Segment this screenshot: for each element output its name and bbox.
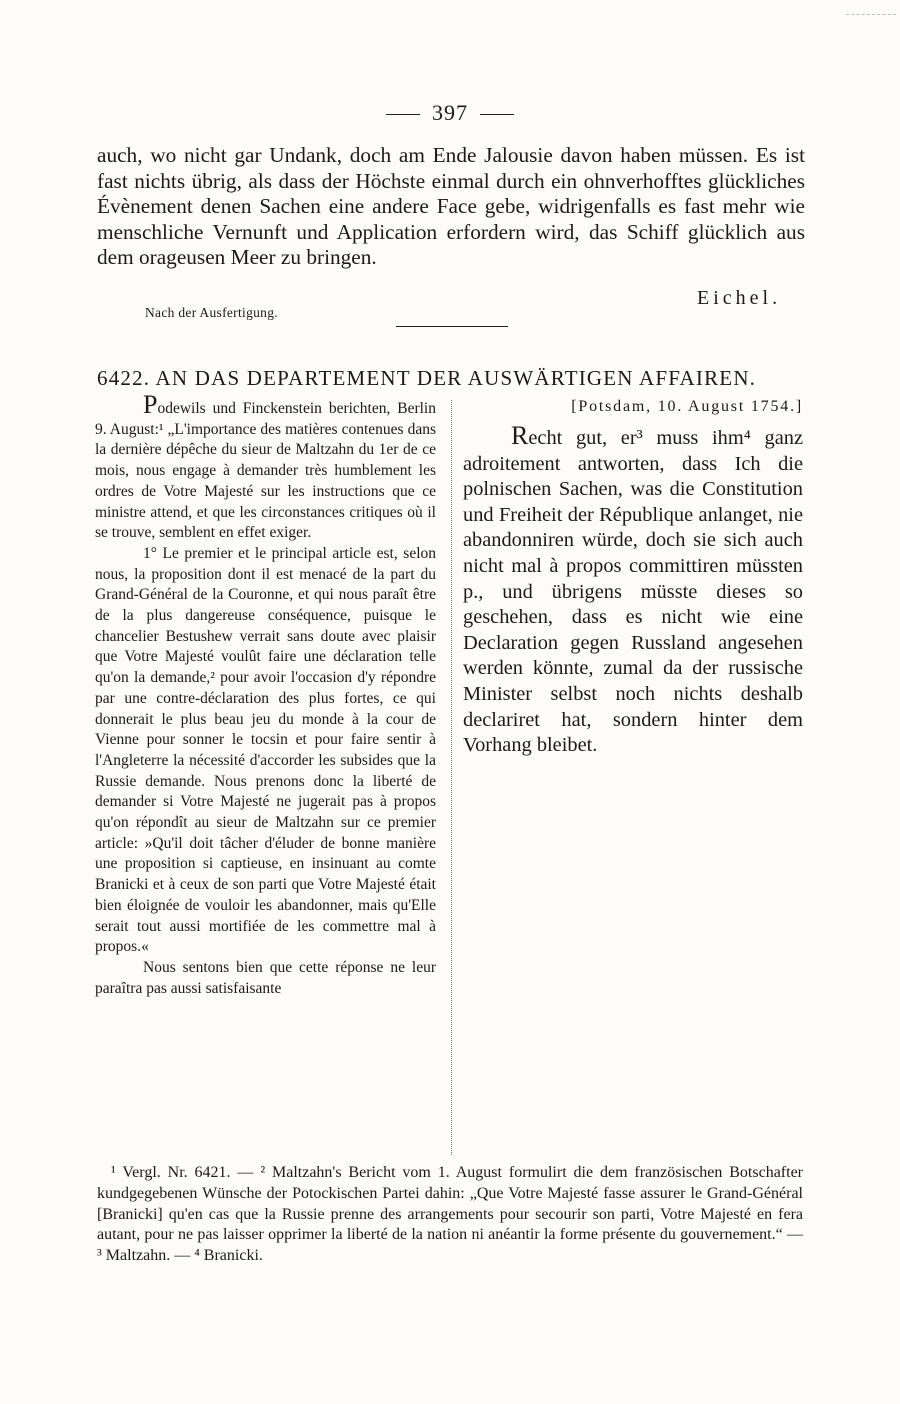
dropcap-right: R: [511, 421, 529, 450]
continued-letter-text: [97, 143, 805, 271]
dropcap-left: P: [143, 390, 158, 419]
corner-mark: [846, 14, 896, 15]
page-number: 397: [432, 100, 468, 125]
left-paragraph-3: Nous sentons bien que cette réponse ne leur paraîtra pas aussi satisfaisante: [95, 958, 436, 997]
column-divider: [451, 400, 452, 1155]
dash-left: [386, 114, 420, 115]
dash-right: [480, 114, 514, 115]
left-paragraph-1-text: odewils und Finckenstein berichten, Berlin 9. August:¹ „L'importance des matières contenues dans la dernière dépêche du sieur de Maltzahn du 1er de ce mois, nous engage à demander très humblement les ordres de Votre Majesté sur les instructions que ce ministre attend, et que les circonstances critiques où il se trouve, semblent en effet exiger.: [95, 400, 436, 542]
dateline: [Potsdam, 10. August 1754.]: [571, 398, 803, 415]
footnotes: [97, 1163, 803, 1267]
left-paragraph-1: [95, 390, 436, 544]
source-note: Nach der Ausfertigung.: [145, 305, 278, 320]
page-number-line: [0, 100, 900, 126]
document-heading: 6422. AN DAS DEPARTEMENT DER AUSWÄRTIGEN AFFAIREN.: [97, 366, 757, 390]
left-column: [95, 390, 436, 999]
footnote-text: ¹ Vergl. Nr. 6421. — ² Maltzahn's Bericht vom 1. August formulirt die dem französischen Botschafter kundgegebenen Wünsche der Potockischen Partei dahin: „Que Votre Majesté fasse assurer le Grand-Général [Branicki] qu'en cas que la Russie prenne des arrangements pour secourir son parti, Votre Majesté en fera autant, pour ne pas laisser opprimer la liberté de la nation ni anéantir la forme présente du gouvernement.“ — ³ Maltzahn. — ⁴ Branicki.: [97, 1164, 803, 1265]
section-rule: [396, 326, 508, 327]
left-paragraph-2: 1° Le premier et le principal article est, selon nous, la proposition dont il est menacé de la part du Grand-Général de la Couronne, et qui nous paraît être de la plus dangereuse conséquence, puisque le chancelier Bestushew verrait sans doute avec plaisir que Votre Majesté voulût faire une déclaration telle qu'on la demande,² pour avoir l'occasion d'y répondre par une contre-déclaration des plus fortes, ce qui donnerait le plus beau jeu du monde à la cour de Vienne pour sonner le tocsin et pour faire sentir à l'Angleterre la nécessité d'accorder les subsides que la Russie demande. Nous prenons donc la liberté de demander si Votre Majesté ne jugerait pas à propos qu'on répondît au sieur de Maltzahn sur ce premier article: »Qu'il doit tâcher d'éluder de bonne manière une proposition si captieuse, en insinuant au comte Branicki et à ceux de son parti que Votre Majesté était bien éloignée de vouloir les abandonner, mais qu'Elle serait tout aussi mortifiée de les commettre mal à propos.«: [95, 544, 436, 956]
right-paragraph-text: echt gut, er³ muss ihm⁴ ganz adroitement antworten, dass Ich die polnischen Sachen, was die Constitution und Freiheit der République anlanget, nie abandonniren würde, doch sie sich auch nicht mal à propos committiren müssten p., und übrigens müsste dieses so geschehen, dass es nicht wie eine Declaration gegen Russland angesehen werden könnte, zumal da der russische Minister selbst noch nichts deshalb declariret hat, sondern hinter dem Vorhang bleibet.: [463, 427, 803, 757]
signature: Eichel.: [697, 287, 782, 309]
right-paragraph: [463, 423, 803, 759]
right-column: [463, 423, 803, 759]
continued-paragraph: auch, wo nicht gar Undank, doch am Ende Jalousie davon haben müssen. Es ist fast nichts übrig, als dass der Höchste einmal durch ein ohnverhofftes glückliches Évènement denen Sachen eine andere Face gebe, widrigenfalls es fast mehr wie menschliche Vernunft und Application erfordern wird, das Schiff glücklich aus dem orageusen Meer zu bringen.: [97, 143, 805, 270]
